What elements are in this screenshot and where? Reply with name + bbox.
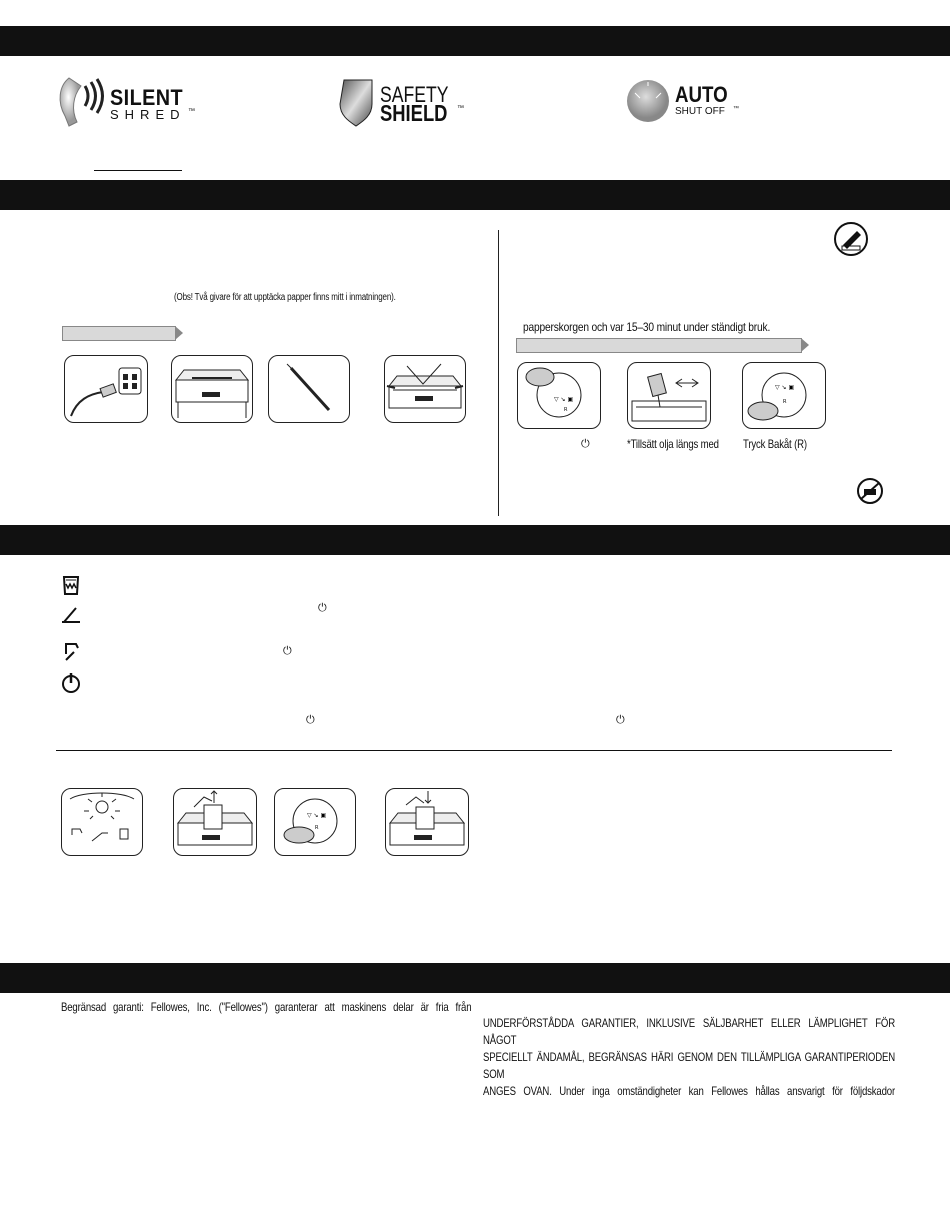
oil-pen-icon bbox=[833, 221, 869, 257]
setup-arrow-bar bbox=[62, 326, 176, 341]
reinsert-paper-illustration bbox=[385, 788, 469, 856]
safety-shield-tm: ™ bbox=[457, 105, 464, 112]
power-symbol-line-b: ⏻ bbox=[616, 714, 625, 726]
auto-shut-off-tm: ™ bbox=[733, 106, 739, 112]
remove-paper-illustration bbox=[173, 788, 257, 856]
control-panel-press-illustration bbox=[517, 362, 601, 429]
caption-press-reverse: Tryck Bakåt (R) bbox=[743, 437, 807, 451]
silent-shred-icon bbox=[55, 72, 111, 128]
svg-text:R: R bbox=[783, 399, 787, 405]
silent-shred-tm: ™ bbox=[188, 108, 195, 115]
overheat-icon bbox=[60, 604, 82, 626]
warranty-right-line-1: UNDERFÖRSTÅDDA GARANTIER, INKLUSIVE SÄLJBARHET ELLER LÄMPLIGHET FÖR NÅGOT bbox=[483, 1016, 895, 1047]
svg-text:▽ ↘ ▣: ▽ ↘ ▣ bbox=[775, 384, 795, 391]
oil-bottle-illustration bbox=[627, 362, 711, 429]
header-bar-setup bbox=[0, 180, 950, 210]
press-reverse-illustration bbox=[274, 788, 356, 856]
blinking-indicator-illustration bbox=[61, 788, 143, 856]
indicators-divider bbox=[56, 750, 892, 751]
underline-rule bbox=[94, 170, 182, 171]
shredder-illustration bbox=[171, 355, 253, 423]
no-aerosol-icon bbox=[856, 477, 884, 505]
safety-shield-logo bbox=[336, 78, 476, 128]
svg-text:▽ ↘ ▣: ▽ ↘ ▣ bbox=[554, 396, 574, 403]
power-symbol-caption: ⏻ bbox=[581, 438, 590, 450]
silent-shred-logo bbox=[55, 72, 205, 128]
svg-text:▽ ↘ ▣: ▽ ↘ ▣ bbox=[307, 812, 327, 819]
caption-add-oil: *Tillsätt olja längs med bbox=[627, 437, 719, 451]
maintenance-arrow-bar bbox=[516, 338, 802, 353]
power-icon bbox=[60, 672, 82, 694]
paper-insert-illustration bbox=[384, 355, 466, 423]
safety-shield-bottom: SHIELD bbox=[380, 100, 448, 126]
plug-illustration bbox=[64, 355, 148, 423]
door-open-icon bbox=[60, 640, 82, 662]
svg-text:R: R bbox=[564, 407, 568, 413]
shield-icon bbox=[336, 78, 376, 128]
auto-shut-off-top: AUTO bbox=[675, 82, 728, 107]
header-bar-indicators bbox=[0, 525, 950, 555]
setup-note: (Obs! Två givare för att upptäcka papper finns mitt i inmatningen). bbox=[174, 292, 396, 303]
auto-shut-off-bottom: SHUT OFF bbox=[675, 106, 725, 117]
bin-full-icon bbox=[60, 574, 82, 596]
reverse-button-illustration bbox=[742, 362, 826, 429]
silent-shred-title: SILENT bbox=[110, 85, 184, 110]
maintenance-text: papperskorgen och var 15–30 minut under ständigt bruk. bbox=[523, 320, 771, 334]
warranty-right-line-2: SPECIELLT ÄNDAMÅL, BEGRÄNSAS HÄRI GENOM DEN TILLÄMPLIGA GARANTIPERIODEN SOM bbox=[483, 1050, 895, 1081]
warranty-right-text bbox=[483, 1015, 895, 1100]
pen-illustration bbox=[268, 355, 350, 423]
power-symbol-line-a: ⏻ bbox=[306, 714, 315, 726]
power-symbol-door: ⏻ bbox=[283, 645, 292, 657]
silent-shred-subtitle: SHRED bbox=[110, 107, 186, 122]
dial-icon bbox=[625, 78, 671, 124]
safety-shield-top: SAFETY bbox=[380, 82, 449, 107]
auto-shut-off-logo bbox=[625, 78, 765, 126]
power-symbol-overheat: ⏻ bbox=[318, 602, 327, 614]
warranty-left-text: Begränsad garanti: Fellowes, Inc. ("Fellowes") garanterar att maskinens delar är fria från bbox=[61, 1000, 472, 1014]
header-bar-warranty bbox=[0, 963, 950, 993]
header-bar-features bbox=[0, 26, 950, 56]
warranty-right-line-3: ANGES OVAN. Under inga omständigheter kan Fellowes hållas ansvarigt för följdskador bbox=[483, 1084, 895, 1098]
column-divider bbox=[498, 230, 499, 516]
svg-text:R: R bbox=[315, 825, 319, 831]
